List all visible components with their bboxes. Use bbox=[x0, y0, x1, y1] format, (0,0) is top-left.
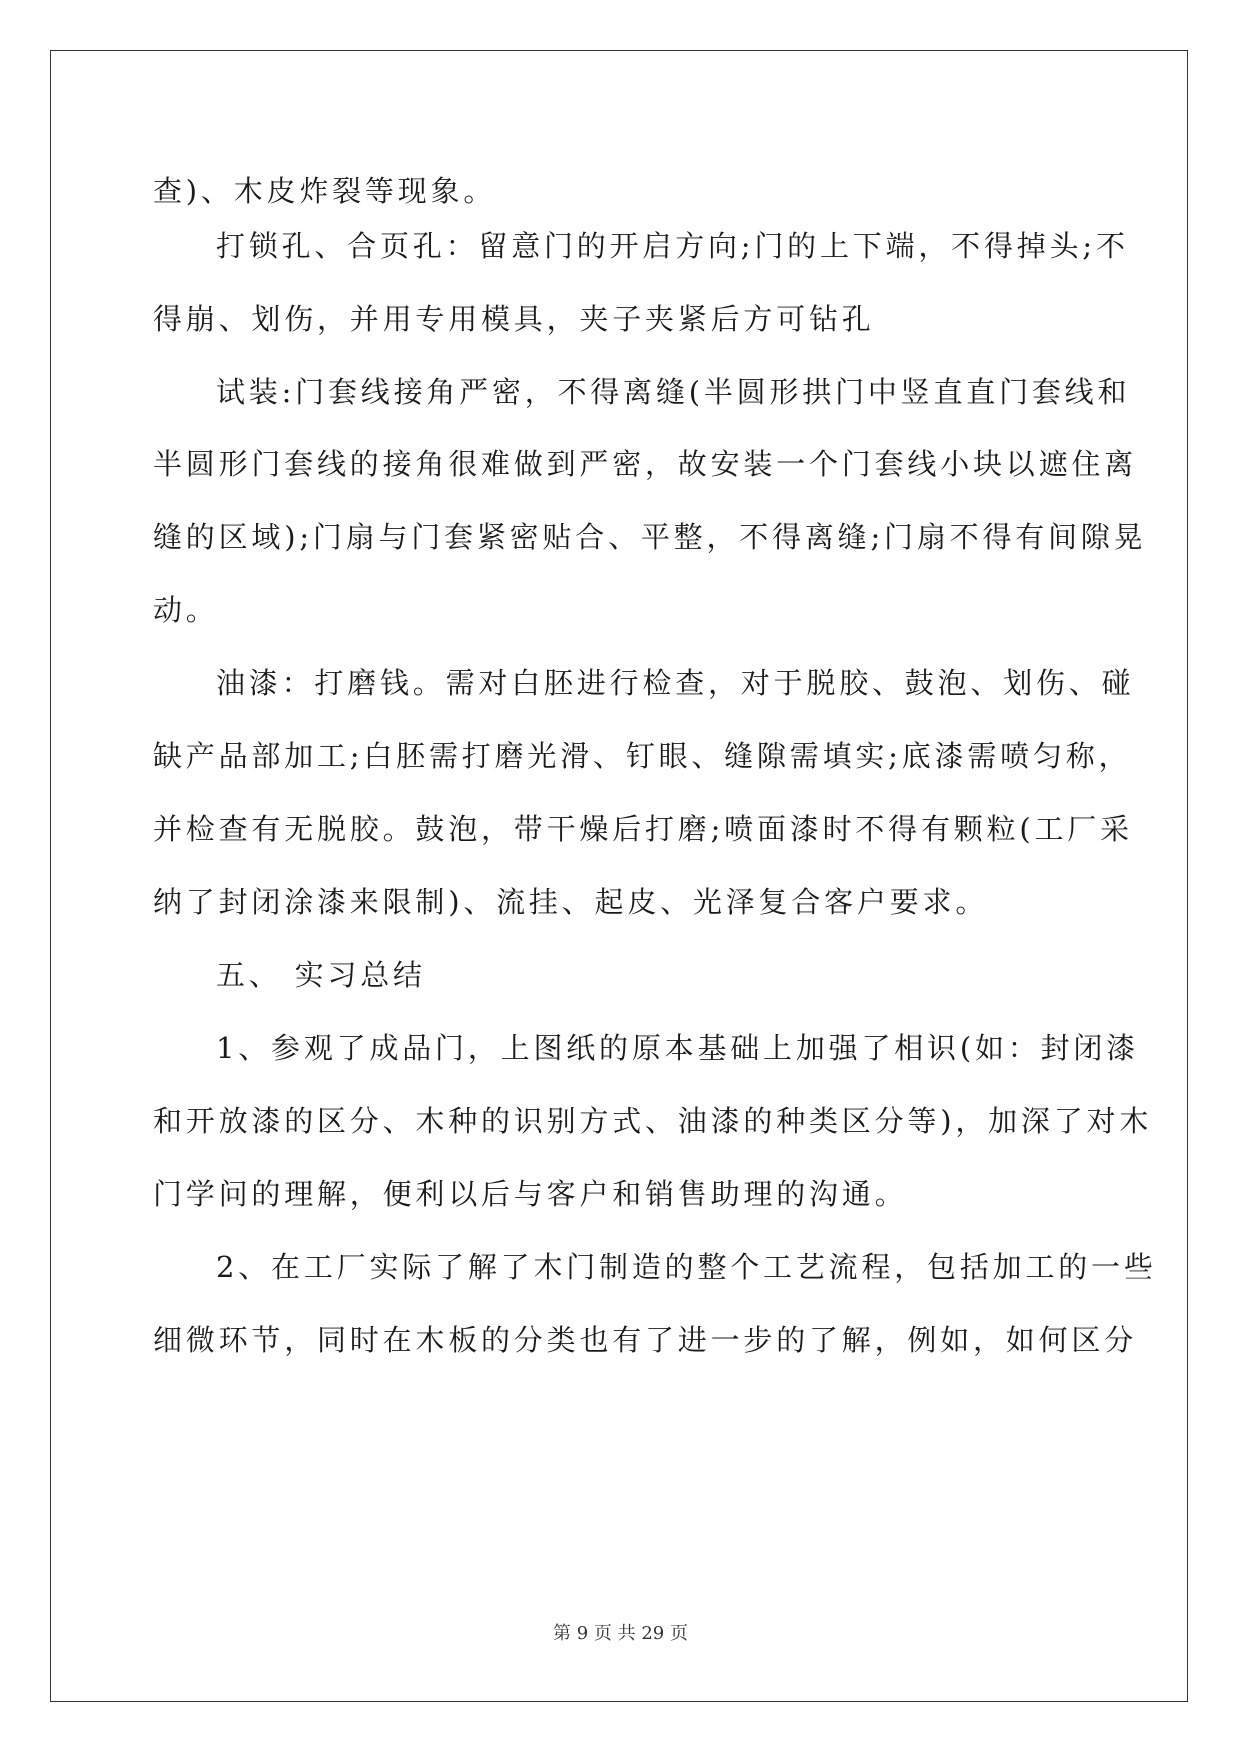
page-number-footer: 第 9 页 共 29 页 bbox=[553, 1623, 688, 1644]
text-line: 1、参观了成品门，上图纸的原本基础上加强了相识(如：封闭漆 bbox=[216, 1031, 1139, 1065]
text-line: 缝的区域);门扇与门套紧密贴合、平整，不得离缝;门扇不得有间隙晃 bbox=[153, 520, 1147, 554]
text-line: 动。 bbox=[153, 593, 219, 627]
text-line: 打锁孔、合页孔：留意门的开启方向;门的上下端，不得掉头;不 bbox=[216, 229, 1129, 263]
text-line: 2、在工厂实际了解了木门制造的整个工艺流程，包括加工的一些 bbox=[216, 1250, 1157, 1284]
text-line: 缺产品部加工;白胚需打磨光滑、钉眼、缝隙需填实;底漆需喷匀称， bbox=[153, 739, 1132, 773]
text-line: 门学问的理解，便利以后与客户和销售助理的沟通。 bbox=[153, 1177, 908, 1211]
text-line: 和开放漆的区分、木种的识别方式、油漆的种类区分等)，加深了对木 bbox=[153, 1104, 1153, 1138]
text-line: 细微环节，同时在木板的分类也有了进一步的了解，例如，如何区分 bbox=[153, 1323, 1138, 1357]
text-line: 试装:门套线接角严密，不得离缝(半圆形拱门中竖直直门套线和 bbox=[216, 375, 1131, 409]
text-line: 并检查有无脱胶。鼓泡，带干燥后打磨;喷面漆时不得有颗粒(工厂采 bbox=[153, 812, 1133, 846]
section-heading: 五、 实习总结 bbox=[216, 958, 426, 992]
text-line: 半圆形门套线的接角很难做到严密，故安装一个门套线小块以遮住离 bbox=[153, 447, 1138, 481]
text-line: 油漆：打磨钱。需对白胚进行检查，对于脱胶、鼓泡、划伤、碰 bbox=[216, 666, 1135, 700]
text-line: 纳了封闭涂漆来限制)、流挂、起皮、光泽复合客户要求。 bbox=[153, 885, 989, 919]
text-line: 得崩、划伤，并用专用模具，夹子夹紧后方可钻孔 bbox=[153, 302, 875, 336]
text-line: 查)、木皮炸裂等现象。 bbox=[153, 174, 497, 208]
page-border bbox=[50, 50, 1188, 1702]
